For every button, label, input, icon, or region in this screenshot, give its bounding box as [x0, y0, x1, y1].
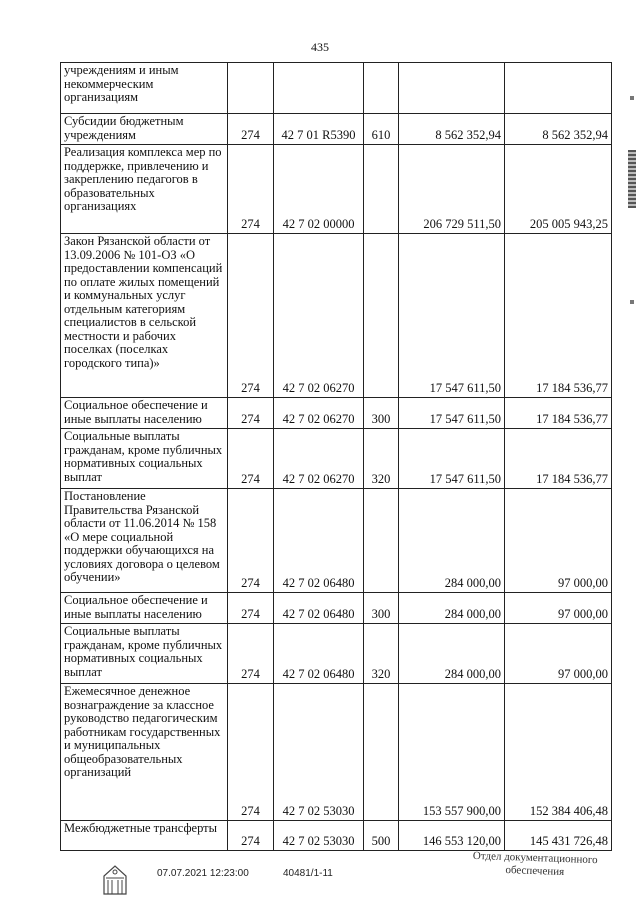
target-article-cell: 42 7 02 53030 [274, 821, 364, 851]
target-article-cell: 42 7 02 06480 [274, 489, 364, 593]
amount-cell: 8 562 352,94 [399, 114, 505, 145]
scan-edge-tick [630, 300, 634, 304]
table-row [61, 489, 612, 593]
target-article-cell: 42 7 02 06270 [274, 429, 364, 489]
expense-type-cell: 320 [364, 429, 399, 489]
amount-cell: 17 184 536,77 [505, 429, 612, 489]
amount-cell: 206 729 511,50 [399, 145, 505, 234]
row-name-cell: Ежемесячное денежное вознаграждение за классное руководство педагогическим работникам государственных и муниципальных общеобразовательных организаций [61, 684, 228, 821]
target-article-cell: 42 7 02 00000 [274, 145, 364, 234]
target-article-cell: 42 7 02 06480 [274, 624, 364, 684]
amount-cell: 284 000,00 [399, 624, 505, 684]
expense-type-cell: 300 [364, 593, 399, 624]
admin-code-cell: 274 [228, 114, 274, 145]
amount-cell: 17 547 611,50 [399, 234, 505, 398]
amount-cell: 153 557 900,00 [399, 684, 505, 821]
page-footer [0, 849, 640, 900]
expense-type-cell [364, 234, 399, 398]
stamp-line: обеспечения [505, 863, 565, 879]
amount-cell: 284 000,00 [399, 489, 505, 593]
target-article-cell: 42 7 02 53030 [274, 684, 364, 821]
table-row [61, 398, 612, 429]
row-name-cell: Социальные выплаты гражданам, кроме публичных нормативных социальных выплат [61, 624, 228, 684]
table-row [61, 821, 612, 851]
amount-cell [505, 63, 612, 114]
row-name-cell: Социальное обеспечение и иные выплаты населению [61, 398, 228, 429]
table-row [61, 63, 612, 114]
admin-code-cell: 274 [228, 398, 274, 429]
expense-type-cell: 500 [364, 821, 399, 851]
row-name-cell: Реализация комплекса мер по поддержке, привлечению и закреплению педагогов в образовательных организациях [61, 145, 228, 234]
table-row [61, 114, 612, 145]
admin-code-cell: 274 [228, 624, 274, 684]
table-row [61, 593, 612, 624]
admin-code-cell [228, 63, 274, 114]
duma-emblem-icon [100, 862, 130, 896]
row-name-cell: Социальные выплаты гражданам, кроме публичных нормативных социальных выплат [61, 429, 228, 489]
table-body [61, 63, 612, 851]
table-row [61, 624, 612, 684]
page-number: 435 [311, 40, 329, 54]
expense-type-cell [364, 684, 399, 821]
admin-code-cell: 274 [228, 593, 274, 624]
scan-edge-mark [628, 150, 636, 208]
table-row [61, 684, 612, 821]
table-row [61, 234, 612, 398]
amount-cell: 152 384 406,48 [505, 684, 612, 821]
expense-type-cell [364, 145, 399, 234]
row-name-cell: учреждениям и иным некоммерческим организациям [61, 63, 228, 114]
amount-cell: 8 562 352,94 [505, 114, 612, 145]
amount-cell [399, 63, 505, 114]
expense-type-cell: 610 [364, 114, 399, 145]
expense-type-cell [364, 63, 399, 114]
table-row [61, 145, 612, 234]
table-row [61, 429, 612, 489]
admin-code-cell: 274 [228, 684, 274, 821]
target-article-cell: 42 7 02 06270 [274, 398, 364, 429]
admin-code-cell: 274 [228, 489, 274, 593]
amount-cell: 205 005 943,25 [505, 145, 612, 234]
row-name-cell: Субсидии бюджетным учреждениям [61, 114, 228, 145]
amount-cell: 17 184 536,77 [505, 398, 612, 429]
amount-cell: 97 000,00 [505, 489, 612, 593]
amount-cell: 284 000,00 [399, 593, 505, 624]
row-name-cell: Закон Рязанской области от 13.09.2006 № 101-ОЗ «О предоставлении компенсаций по оплате жилых помещений и коммунальных услуг отдельным категориям специалистов в сельской местности и рабочих поселках (поселках городского типа)» [61, 234, 228, 398]
target-article-cell: 42 7 02 06480 [274, 593, 364, 624]
footer-document-number: 40481/1-11 [283, 868, 333, 879]
amount-cell: 146 553 120,00 [399, 821, 505, 851]
admin-code-cell: 274 [228, 821, 274, 851]
scan-edge-tick [630, 96, 634, 100]
budget-table [60, 62, 612, 851]
expense-type-cell [364, 489, 399, 593]
admin-code-cell: 274 [228, 429, 274, 489]
row-name-cell: Межбюджетные трансферты [61, 821, 228, 851]
footer-datetime: 07.07.2021 12:23:00 [157, 868, 249, 879]
amount-cell: 97 000,00 [505, 593, 612, 624]
target-article-cell: 42 7 01 R5390 [274, 114, 364, 145]
amount-cell: 17 184 536,77 [505, 234, 612, 398]
amount-cell: 17 547 611,50 [399, 429, 505, 489]
target-article-cell: 42 7 02 06270 [274, 234, 364, 398]
row-name-cell: Постановление Правительства Рязанской области от 11.06.2014 № 158 «О мере социальной поддержки обучающихся на условиях договора о целевом обучении» [61, 489, 228, 593]
row-name-cell: Социальное обеспечение и иные выплаты населению [61, 593, 228, 624]
expense-type-cell: 300 [364, 398, 399, 429]
admin-code-cell: 274 [228, 234, 274, 398]
admin-code-cell: 274 [228, 145, 274, 234]
expense-type-cell: 320 [364, 624, 399, 684]
amount-cell: 97 000,00 [505, 624, 612, 684]
amount-cell: 145 431 726,48 [505, 821, 612, 851]
department-stamp [455, 849, 616, 881]
stamp-line: Отдел документационного [472, 849, 598, 867]
target-article-cell [274, 63, 364, 114]
amount-cell: 17 547 611,50 [399, 398, 505, 429]
